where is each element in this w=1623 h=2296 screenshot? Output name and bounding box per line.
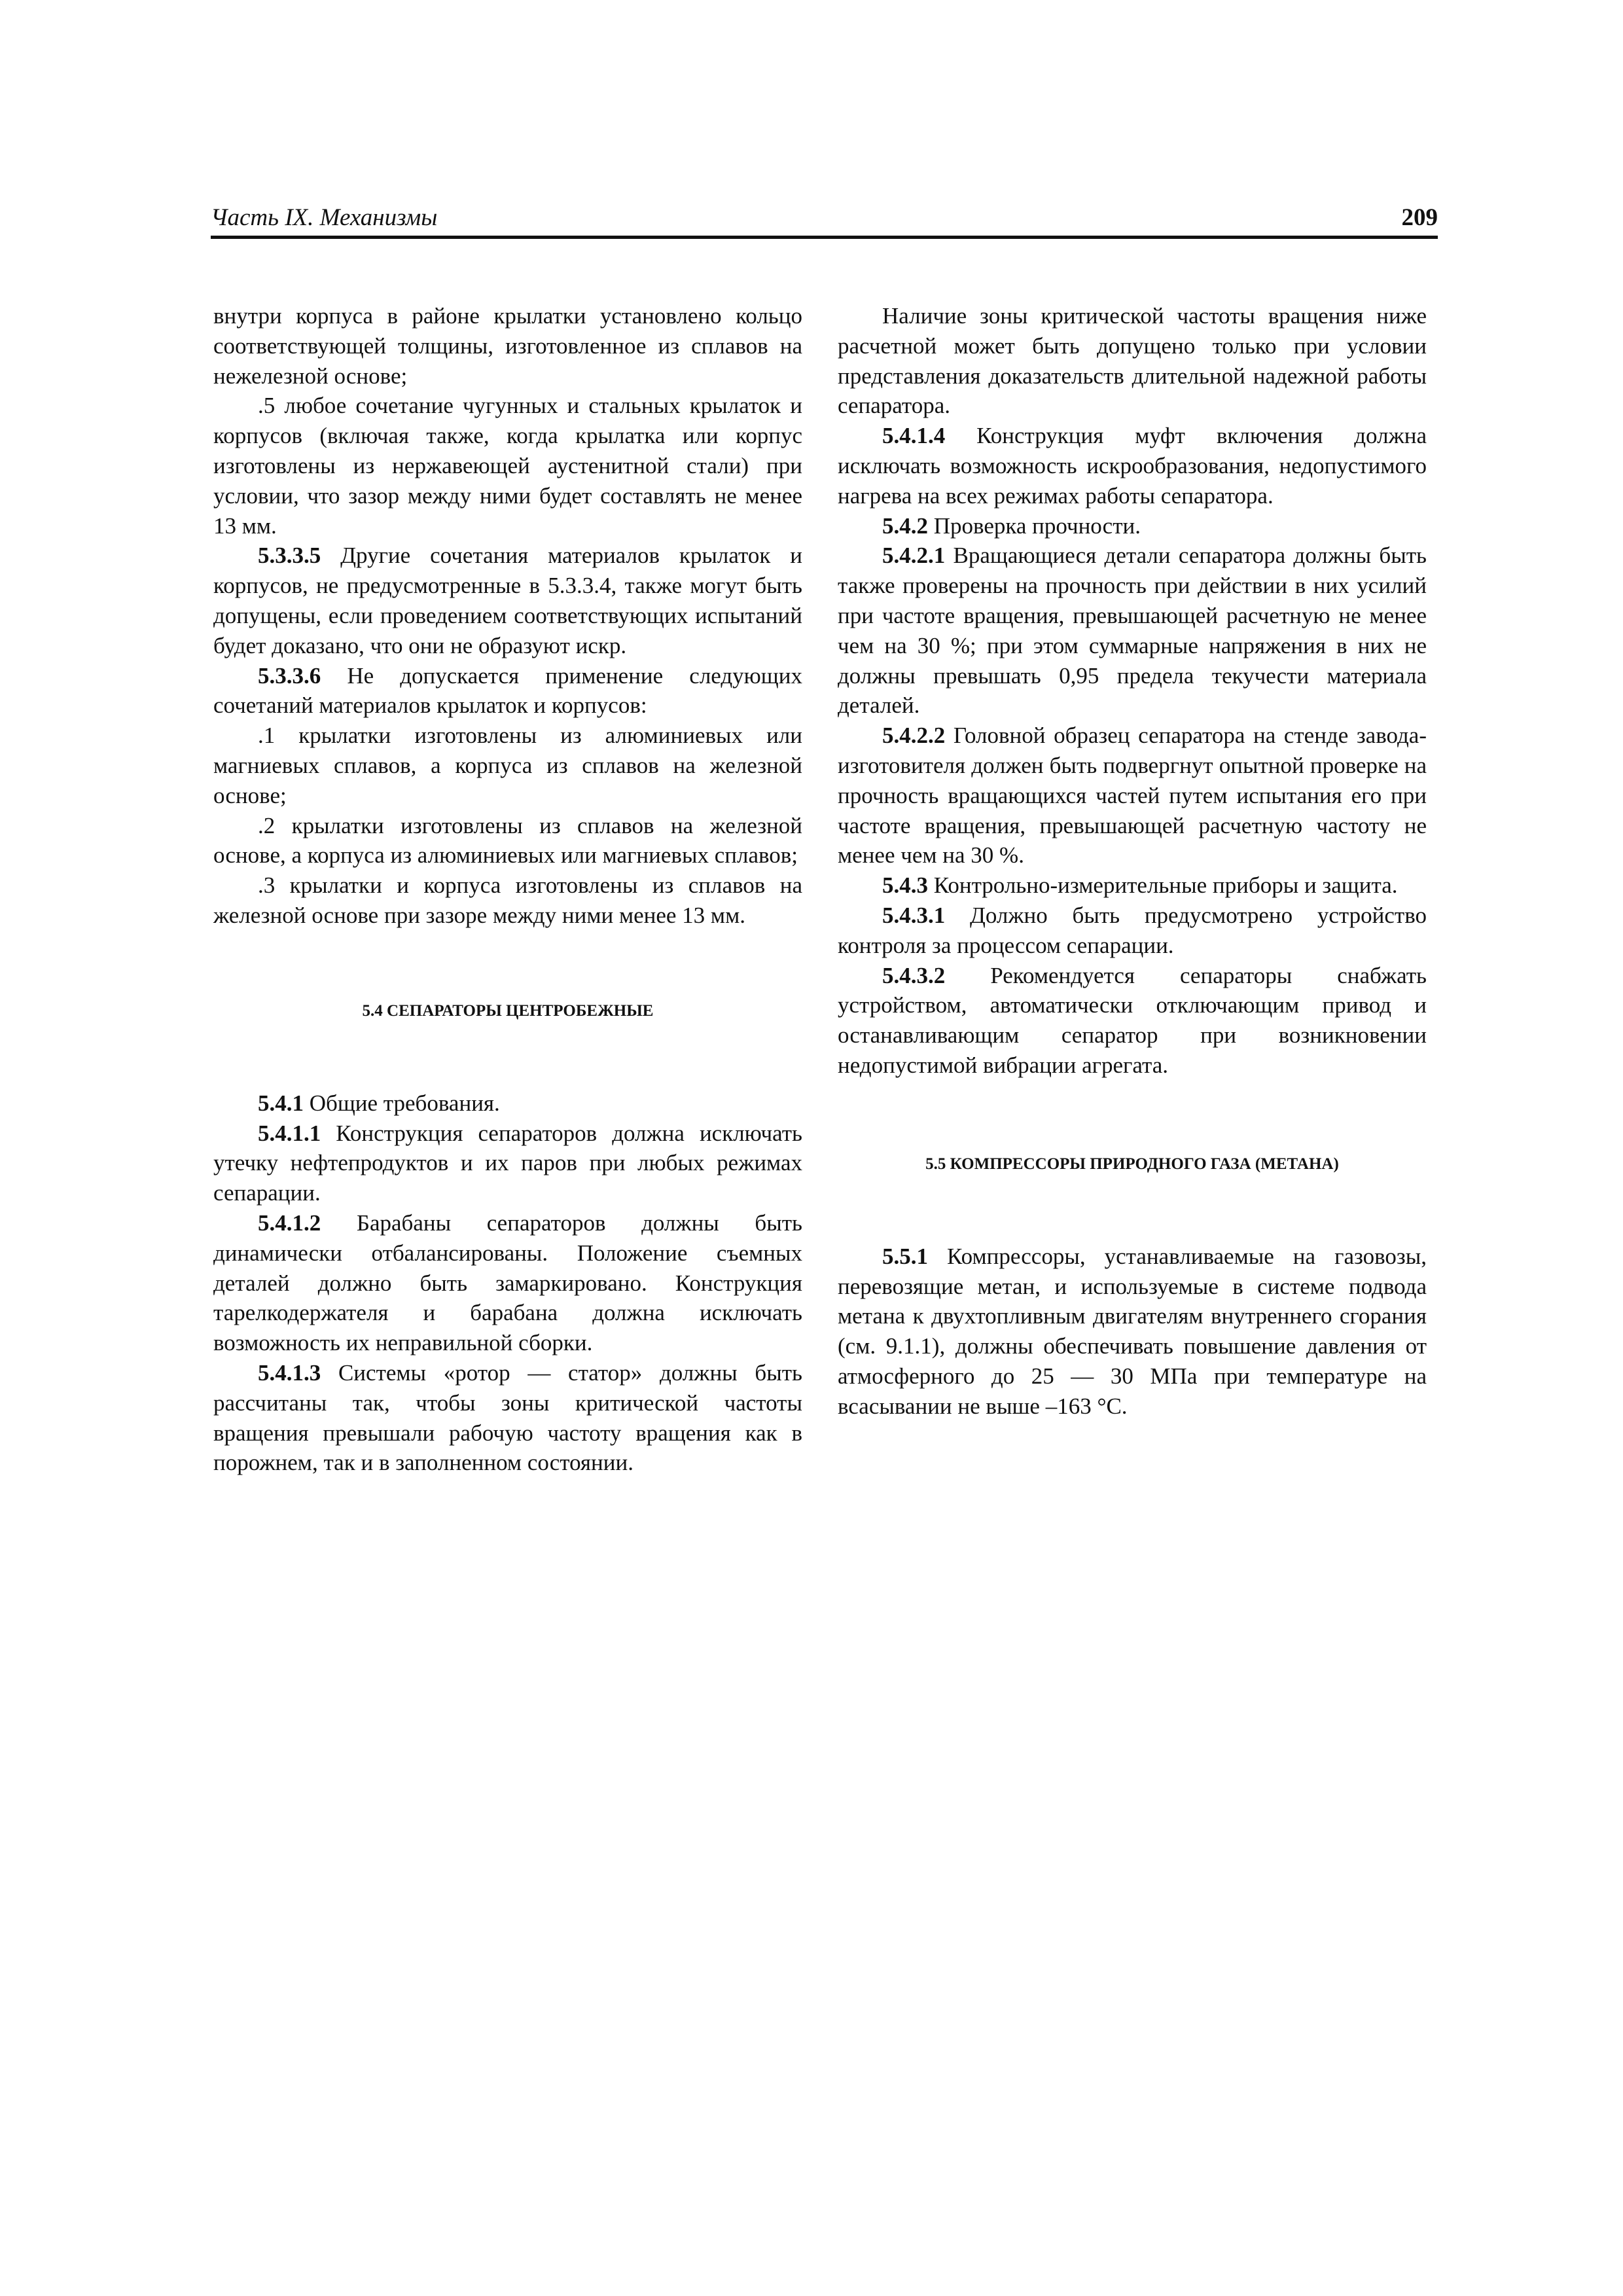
paragraph: 5.4.2.1 Вращающиеся детали сепаратора должны быть также проверены на прочность при действии в них усилий при частоте вращения, превышающей расчетную не менее чем на 30 %; при этом суммарные напряжения в них не должны превышать 0,95 предела текучести материала деталей.	[838, 543, 1427, 719]
section-heading: 5.5 КОМПРЕССОРЫ ПРИРОДНОГО ГАЗА (МЕТАНА)	[925, 1155, 1339, 1173]
running-header	[211, 196, 1438, 239]
part-title: Часть IX. Механизмы	[211, 204, 438, 231]
paragraph: 5.4.1.4 Конструкция муфт включения должна исключать возможность искрообразования, недопустимого нагрева на всех режимах работы сепаратора.	[838, 423, 1427, 509]
paragraph: 5.4.1 Общие требования.	[258, 1090, 500, 1116]
clause-number: 5.5.1	[882, 1243, 928, 1269]
paragraph: 5.4.3.2 Рекомендуется сепараторы снабжать устройством, автоматически отключающим привод и останавливающим сепаратор при возникновении недопустимой вибрации агрегата.	[838, 962, 1427, 1078]
paragraph: 5.4.3.1 Должно быть предусмотрено устройство контроля за процессом сепарации.	[838, 902, 1427, 958]
paragraph: 5.4.3 Контрольно-измерительные приборы и защита.	[882, 872, 1398, 899]
paragraph: .1 крылатки изготовлены из алюминиевых или магниевых сплавов, а корпуса из сплавов на железной основе;	[213, 723, 802, 808]
paragraph: 5.3.3.5 Другие сочетания материалов крылаток и корпусов, не предусмотренные в 5.3.3.4, также могут быть допущены, если проведением соответствующих испытаний будет доказано, что они не образуют искр.	[213, 543, 802, 658]
clause-number: 5.4.2.1	[882, 543, 946, 569]
paragraph: 5.3.3.6 Не допускается применение следующих сочетаний материалов крылаток и корпусов:	[213, 662, 802, 719]
clause-number: 5.4.1.3	[258, 1359, 321, 1386]
paragraph: .3 крылатки и корпуса изготовлены из сплавов на железной основе при зазоре между ними менее 13 мм.	[213, 872, 802, 928]
right-column	[838, 301, 1427, 1422]
clause-number: 5.4.2	[882, 512, 928, 539]
paragraph: 5.4.2.2 Головной образец сепаратора на стенде завода-изготовителя должен быть подвергнут опытной проверке на прочность вращающихся частей путем испытания его при частоте вращения, превышающей расчетную частоту не менее чем на 30 %.	[838, 723, 1427, 869]
page-number: 209	[1401, 204, 1438, 231]
clause-number: 5.4.3.1	[882, 902, 946, 928]
clause-number: 5.3.3.5	[258, 543, 321, 569]
paragraph: Наличие зоны критической частоты вращения ниже расчетной может быть допущено только при условии представления доказательств длительной надежной работы сепаратора.	[838, 303, 1427, 419]
paragraph: .2 крылатки изготовлены из сплавов на железной основе, а корпуса из алюминиевых или магниевых сплавов;	[213, 812, 802, 869]
clause-number: 5.4.3	[882, 872, 928, 899]
paragraph: 5.4.1.3 Системы «ротор — статор» должны быть рассчитаны так, чтобы зоны критической частоты вращения превышали рабочую частоту вращения как в порожнем, так и в заполненном состоянии.	[213, 1359, 802, 1476]
clause-number: 5.3.3.6	[258, 662, 321, 689]
clause-number: 5.4.1.2	[258, 1210, 321, 1236]
clause-number: 5.4.1	[258, 1090, 304, 1116]
clause-number: 5.4.1.1	[258, 1120, 321, 1146]
left-column	[213, 301, 802, 1478]
paragraph: 5.4.1.2 Барабаны сепараторов должны быть динамически отбалансированы. Положение съемных деталей должно быть замаркировано. Конструкция тарелкодержателя и барабана должна исключать возможность их неправильной сборки.	[213, 1210, 802, 1356]
clause-number: 5.4.1.4	[882, 423, 946, 449]
paragraph: 5.4.1.1 Конструкция сепараторов должна исключать утечку нефтепродуктов и их паров при любых режимах сепарации.	[213, 1120, 802, 1206]
section-heading: 5.4 СЕПАРАТОРЫ ЦЕНТРОБЕЖНЫЕ	[362, 1001, 654, 1020]
paragraph: .5 любое сочетание чугунных и стальных крылаток и корпусов (включая также, когда крылатка или корпус изготовлены из нержавеющей аустенитной стали) при условии, что зазор между ними будет составлять не менее 13 мм.	[213, 393, 802, 539]
clause-number: 5.4.3.2	[882, 962, 946, 988]
paragraph: 5.5.1 Компрессоры, устанавливаемые на газовозы, перевозящие метан, и используемые в системе подвода метана к двухтопливным двигателям внутреннего сгорания (см. 9.1.1), должны обеспечивать повышение давления от атмосферного до 25 — 30 МПа при температуре на всасывании не выше –163 °C.	[838, 1243, 1427, 1419]
paragraph: 5.4.2 Проверка прочности.	[882, 512, 1141, 539]
paragraph: внутри корпуса в районе крылатки установлено кольцо соответствующей толщины, изготовленное из сплавов на нежелезной основе;	[213, 303, 802, 389]
clause-number: 5.4.2.2	[882, 723, 946, 749]
